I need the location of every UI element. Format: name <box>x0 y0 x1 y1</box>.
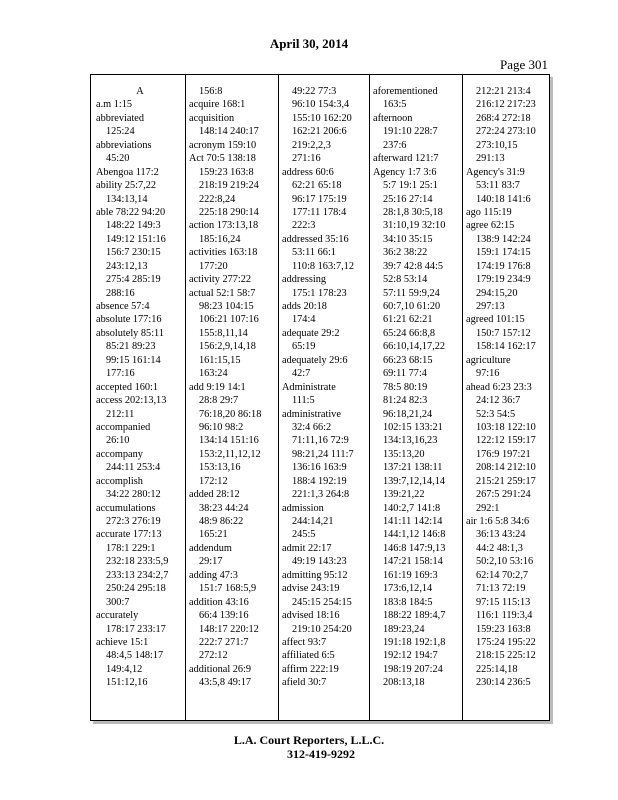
index-reference: 78:5 80:19 <box>383 381 428 393</box>
index-term: achieve 15:1 <box>96 636 149 648</box>
index-reference: 165:21 <box>199 529 228 541</box>
index-term: action 173:13,18 <box>189 220 259 232</box>
column-divider <box>369 75 370 720</box>
index-reference: 155:8,11,14 <box>199 327 248 339</box>
index-term: acquisition <box>189 112 235 124</box>
index-term: access 202:13,13 <box>96 395 167 407</box>
index-term: Abengoa 117:2 <box>96 166 159 178</box>
index-term: accompanied <box>96 421 151 433</box>
index-reference: 49:22 77:3 <box>292 86 337 97</box>
index-reference: 177:20 <box>199 260 228 272</box>
index-reference: 136:16 163:9 <box>292 462 347 474</box>
index-term: administrative <box>282 408 341 420</box>
index-term: addition 43:16 <box>189 596 249 608</box>
index-reference: 159:23 163:8 <box>476 623 531 635</box>
index-term: Act 70:5 138:18 <box>189 153 256 165</box>
index-reference: 161:19 169:3 <box>383 569 438 581</box>
index-reference: 42:7 <box>292 368 311 380</box>
index-reference: 52:3 54:5 <box>476 408 516 420</box>
index-reference: 96:10 98:2 <box>199 421 244 433</box>
page-number: Page 301 <box>499 57 548 72</box>
index-term: adequate 29:2 <box>282 327 340 339</box>
index-reference: 25:16 27:14 <box>383 193 433 205</box>
index-reference: 71:11,16 72:9 <box>292 435 349 447</box>
index-term: ahead 6:23 23:3 <box>466 381 532 393</box>
index-reference: 103:18 122:10 <box>476 421 536 433</box>
index-reference: 76:18,20 86:18 <box>199 408 262 420</box>
index-reference: 212:21 213:4 <box>476 86 531 97</box>
index-reference: 66:10,14,17,22 <box>383 341 446 353</box>
index-reference: 97:15 115:13 <box>476 596 531 608</box>
index-term: agree 62:15 <box>466 220 515 232</box>
index-reference: 218:15 225:12 <box>476 650 536 662</box>
index-reference: 219:10 254:20 <box>292 623 352 635</box>
index-reference: 245:5 <box>292 529 316 541</box>
index-reference: 96:18,21,24 <box>383 408 433 420</box>
index-column-4 <box>373 85 461 690</box>
index-term: ago 115:19 <box>466 206 512 218</box>
index-reference: 267:5 291:24 <box>476 489 531 501</box>
index-reference: 176:9 197:21 <box>476 448 531 460</box>
index-reference: 137:21 138:11 <box>383 462 443 474</box>
index-reference: 173:6,12,14 <box>383 583 433 595</box>
index-reference: 134:13,14 <box>106 193 148 205</box>
index-reference: 139:7,12,14,14 <box>383 475 446 487</box>
index-reference: 175:1 178:23 <box>292 287 347 299</box>
index-term: absence 57:4 <box>96 301 150 312</box>
index-term: admit 22:17 <box>282 542 332 554</box>
index-term: acquire 168:1 <box>189 99 246 111</box>
index-reference: 49:19 143:23 <box>292 556 347 568</box>
index-reference: 189:23,24 <box>383 623 425 635</box>
index-reference: 148:22 149:3 <box>106 220 161 232</box>
index-reference: 60:7,10 61:20 <box>383 301 441 312</box>
index-reference: 147:21 158:14 <box>383 556 443 568</box>
index-reference: 178:17 233:17 <box>106 623 166 635</box>
index-reference: 26:10 <box>106 435 130 447</box>
index-reference: 222:8,24 <box>199 193 236 205</box>
index-term: Agency 1:7 3:6 <box>373 166 437 178</box>
index-reference: 163:5 <box>383 99 407 111</box>
column-divider <box>462 75 463 720</box>
index-reference: 122:12 159:17 <box>476 435 536 447</box>
index-term: accumulations <box>96 502 156 514</box>
index-reference: 111:5 <box>292 395 315 407</box>
index-term: agreed 101:15 <box>466 314 525 326</box>
index-reference: 273:10,15 <box>476 139 518 151</box>
index-reference: 149:4,12 <box>106 663 143 675</box>
column-divider <box>185 75 186 720</box>
index-reference: 244:14,21 <box>292 516 334 527</box>
index-reference: 57:11 59:9,24 <box>383 287 440 299</box>
index-reference: 140:2,7 141:8 <box>383 502 441 514</box>
index-reference: 36:2 38:22 <box>383 247 428 259</box>
index-reference: 52:8 53:14 <box>383 274 428 286</box>
index-frame <box>90 74 550 721</box>
index-term: add 9:19 14:1 <box>189 381 246 393</box>
index-reference: 198:19 207:24 <box>383 663 443 675</box>
index-reference: 161:15,15 <box>199 354 241 366</box>
index-reference: 291:13 <box>476 153 505 165</box>
index-reference: 208:14 212:10 <box>476 462 536 474</box>
index-reference: 215:21 259:17 <box>476 475 536 487</box>
index-reference: 192:12 194:7 <box>383 650 438 662</box>
index-reference: 99:15 161:14 <box>106 354 161 366</box>
index-reference: 158:14 162:17 <box>476 341 536 353</box>
index-reference: 216:12 217:23 <box>476 99 536 111</box>
index-reference: 66:4 139:16 <box>199 610 249 622</box>
index-term: adds 20:18 <box>282 301 327 312</box>
index-column-3 <box>282 85 368 690</box>
index-reference: 125:24 <box>106 126 135 138</box>
index-reference: 148:17 220:12 <box>199 623 259 635</box>
index-term: admitting 95:12 <box>282 569 348 581</box>
index-reference: 98:23 104:15 <box>199 301 254 312</box>
index-reference: 81:24 82:3 <box>383 395 428 407</box>
index-term: abbreviations <box>96 139 152 151</box>
index-reference: 172:12 <box>199 475 228 487</box>
index-reference: 155:10 162:20 <box>292 112 352 124</box>
index-reference: 62:14 70:2,7 <box>476 569 529 581</box>
index-term: address 60:6 <box>282 166 334 178</box>
index-reference: 275:4 285:19 <box>106 274 161 286</box>
index-term: accomplish <box>96 475 143 487</box>
index-term: absolutely 85:11 <box>96 327 164 339</box>
column-divider <box>278 75 279 720</box>
index-reference: 146:8 147:9,13 <box>383 542 446 554</box>
index-reference: 151:7 168:5,9 <box>199 583 257 595</box>
index-reference: 212:11 <box>106 408 135 420</box>
index-reference: 188:22 189:4,7 <box>383 610 446 622</box>
index-reference: 43:5,8 49:17 <box>199 677 252 689</box>
index-reference: 163:24 <box>199 368 228 380</box>
index-reference: 156:2,9,14,18 <box>199 341 256 353</box>
index-reference: 148:14 240:17 <box>199 126 259 138</box>
index-reference: 45:20 <box>106 153 130 165</box>
index-reference: 28:1,8 30:5,18 <box>383 206 443 218</box>
index-term: afield 30:7 <box>282 677 327 689</box>
index-term: acronym 159:10 <box>189 139 257 151</box>
index-reference: 48:9 86:22 <box>199 516 244 527</box>
index-term: advise 243:19 <box>282 583 340 595</box>
footer-company: L.A. Court Reporters, L.L.C. <box>233 733 385 747</box>
index-reference: 144:1,12 146:8 <box>383 529 446 541</box>
index-reference: 48:4,5 148:17 <box>106 650 164 662</box>
index-reference: 36:13 43:24 <box>476 529 526 541</box>
index-reference: 139:21,22 <box>383 489 425 501</box>
index-reference: 102:15 133:21 <box>383 421 443 433</box>
index-reference: 106:21 107:16 <box>199 314 259 326</box>
index-reference: 28:8 29:7 <box>199 395 239 407</box>
footer-phone: 312-419-9292 <box>287 747 355 761</box>
index-term: activity 277:22 <box>189 274 252 286</box>
index-term: addendum <box>189 542 232 554</box>
index-reference: 292:1 <box>476 502 500 514</box>
index-term: Agency's 31:9 <box>466 166 525 178</box>
index-reference: 150:7 157:12 <box>476 327 531 339</box>
index-reference: 32:4 66:2 <box>292 421 332 433</box>
index-reference: 140:18 141:6 <box>476 193 531 205</box>
index-term: aforementioned <box>373 86 438 97</box>
index-reference: 183:8 184:5 <box>383 596 433 608</box>
index-reference: 149:12 151:16 <box>106 233 166 245</box>
index-reference: 65:19 <box>292 341 316 353</box>
index-reference: 188:4 192:19 <box>292 475 347 487</box>
index-reference: 29:17 <box>199 556 223 568</box>
index-term: afternoon <box>373 112 413 124</box>
index-reference: 244:11 253:4 <box>106 462 161 474</box>
index-term: abbreviated <box>96 112 145 124</box>
index-reference: 65:24 66:8,8 <box>383 327 436 339</box>
index-term: addressing <box>282 274 327 286</box>
index-reference: 185:16,24 <box>199 233 241 245</box>
index-reference: 288:16 <box>106 287 135 299</box>
index-reference: 179:19 234:9 <box>476 274 531 286</box>
index-reference: 134:13,16,23 <box>383 435 438 447</box>
index-term: accepted 160:1 <box>96 381 159 393</box>
index-reference: 159:23 163:8 <box>199 166 254 178</box>
index-reference: 50:2,10 53:16 <box>476 556 534 568</box>
index-letter-heading: A <box>136 86 144 97</box>
index-reference: 135:13,20 <box>383 448 425 460</box>
index-reference: 218:19 219:24 <box>199 180 259 192</box>
index-reference: 233:13 234:2,7 <box>106 569 169 581</box>
index-term: agriculture <box>466 354 511 366</box>
index-reference: 96:10 154:3,4 <box>292 99 350 111</box>
index-reference: 174:4 <box>292 314 316 326</box>
index-term: activities 163:18 <box>189 247 258 259</box>
index-reference: 271:16 <box>292 153 321 165</box>
index-reference: 230:14 236:5 <box>476 677 531 689</box>
transcript-date: April 30, 2014 <box>269 36 349 51</box>
index-reference: 71:13 72:19 <box>476 583 526 595</box>
index-reference: 61:21 62:21 <box>383 314 433 326</box>
index-reference: 219:2,2,3 <box>292 139 331 151</box>
index-reference: 134:14 151:16 <box>199 435 259 447</box>
index-term: advised 18:16 <box>282 610 340 622</box>
index-term: admission <box>282 502 324 514</box>
index-reference: 110:8 163:7,12 <box>292 260 354 272</box>
index-reference: 153:13,16 <box>199 462 241 474</box>
index-reference: 178:1 229:1 <box>106 542 156 554</box>
index-reference: 174:19 176:8 <box>476 260 531 272</box>
index-reference: 24:12 36:7 <box>476 395 521 407</box>
index-term: actual 52:1 58:7 <box>189 287 256 299</box>
index-term: air 1:6 5:8 34:6 <box>466 516 530 527</box>
index-reference: 191:18 192:1,8 <box>383 636 446 648</box>
index-term: affect 93:7 <box>282 636 327 648</box>
index-term: ability 25:7,22 <box>96 180 157 192</box>
index-reference: 39:7 42:8 44:5 <box>383 260 444 272</box>
index-reference: 85:21 89:23 <box>106 341 156 353</box>
index-reference: 98:21,24 111:7 <box>292 448 354 460</box>
index-reference: 141:11 142:14 <box>383 516 443 527</box>
index-term: added 28:12 <box>189 489 240 501</box>
index-reference: 250:24 295:18 <box>106 583 166 595</box>
index-reference: 5:7 19:1 25:1 <box>383 180 438 192</box>
index-reference: 232:18 233:5,9 <box>106 556 169 568</box>
index-reference: 222:7 271:7 <box>199 636 249 648</box>
index-term: accurately <box>96 610 139 622</box>
index-reference: 66:23 68:15 <box>383 354 433 366</box>
index-column-2 <box>189 85 277 690</box>
index-reference: 245:15 254:15 <box>292 596 352 608</box>
index-reference: 31:10,19 32:10 <box>383 220 446 232</box>
index-reference: 191:10 228:7 <box>383 126 438 138</box>
index-reference: 44:2 48:1,3 <box>476 542 523 554</box>
index-reference: 38:23 44:24 <box>199 502 249 514</box>
index-reference: 62:21 65:18 <box>292 180 342 192</box>
index-reference: 96:17 175:19 <box>292 193 347 205</box>
index-reference: 159:1 174:15 <box>476 247 531 259</box>
index-reference: 69:11 77:4 <box>383 368 427 380</box>
index-term: affiliated 6:5 <box>282 650 335 662</box>
index-column-1 <box>96 85 184 690</box>
index-reference: 177:11 178:4 <box>292 206 347 218</box>
index-term: afterward 121:7 <box>373 153 439 165</box>
index-term: accompany <box>96 448 143 460</box>
index-reference: 221:1,3 264:8 <box>292 489 350 501</box>
index-term: accurate 177:13 <box>96 529 162 541</box>
index-reference: 53:11 83:7 <box>476 180 520 192</box>
index-reference: 156:8 <box>199 86 223 97</box>
index-reference: 156:7 230:15 <box>106 247 161 259</box>
index-reference: 151:12,16 <box>106 677 148 689</box>
index-reference: 208:13,18 <box>383 677 425 689</box>
index-reference: 272:3 276:19 <box>106 516 161 527</box>
index-reference: 294:15,20 <box>476 287 518 299</box>
index-reference: 34:10 35:15 <box>383 233 433 245</box>
index-reference: 225:18 290:14 <box>199 206 259 218</box>
index-reference: 297:13 <box>476 301 505 312</box>
index-term: affirm 222:19 <box>282 663 339 675</box>
index-term: adequately 29:6 <box>282 354 348 366</box>
index-term: a.m 1:15 <box>96 99 133 111</box>
index-reference: 243:12,13 <box>106 260 148 272</box>
index-reference: 153:2,11,12,12 <box>199 448 261 460</box>
index-reference: 162:21 206:6 <box>292 126 347 138</box>
index-reference: 53:11 66:1 <box>292 247 336 259</box>
index-reference: 177:16 <box>106 368 135 380</box>
index-reference: 237:6 <box>383 139 407 151</box>
index-reference: 272:24 273:10 <box>476 126 536 138</box>
index-reference: 222:3 <box>292 220 316 232</box>
index-reference: 116:1 119:3,4 <box>476 610 533 622</box>
index-reference: 138:9 142:24 <box>476 233 531 245</box>
index-term: additional 26:9 <box>189 663 252 675</box>
index-term: absolute 177:16 <box>96 314 162 326</box>
index-reference: 34:22 280:12 <box>106 489 161 501</box>
index-reference: 272:12 <box>199 650 228 662</box>
index-term: adding 47:3 <box>189 569 238 581</box>
index-term: Administrate <box>282 381 336 393</box>
index-term: addressed 35:16 <box>282 233 349 245</box>
index-column-5 <box>466 85 548 690</box>
index-reference: 97:16 <box>476 368 500 380</box>
index-reference: 175:24 195:22 <box>476 636 536 648</box>
index-reference: 300:7 <box>106 596 130 608</box>
index-reference: 225:14,18 <box>476 663 518 675</box>
index-term: able 78:22 94:20 <box>96 206 166 218</box>
index-reference: 268:4 272:18 <box>476 112 531 124</box>
